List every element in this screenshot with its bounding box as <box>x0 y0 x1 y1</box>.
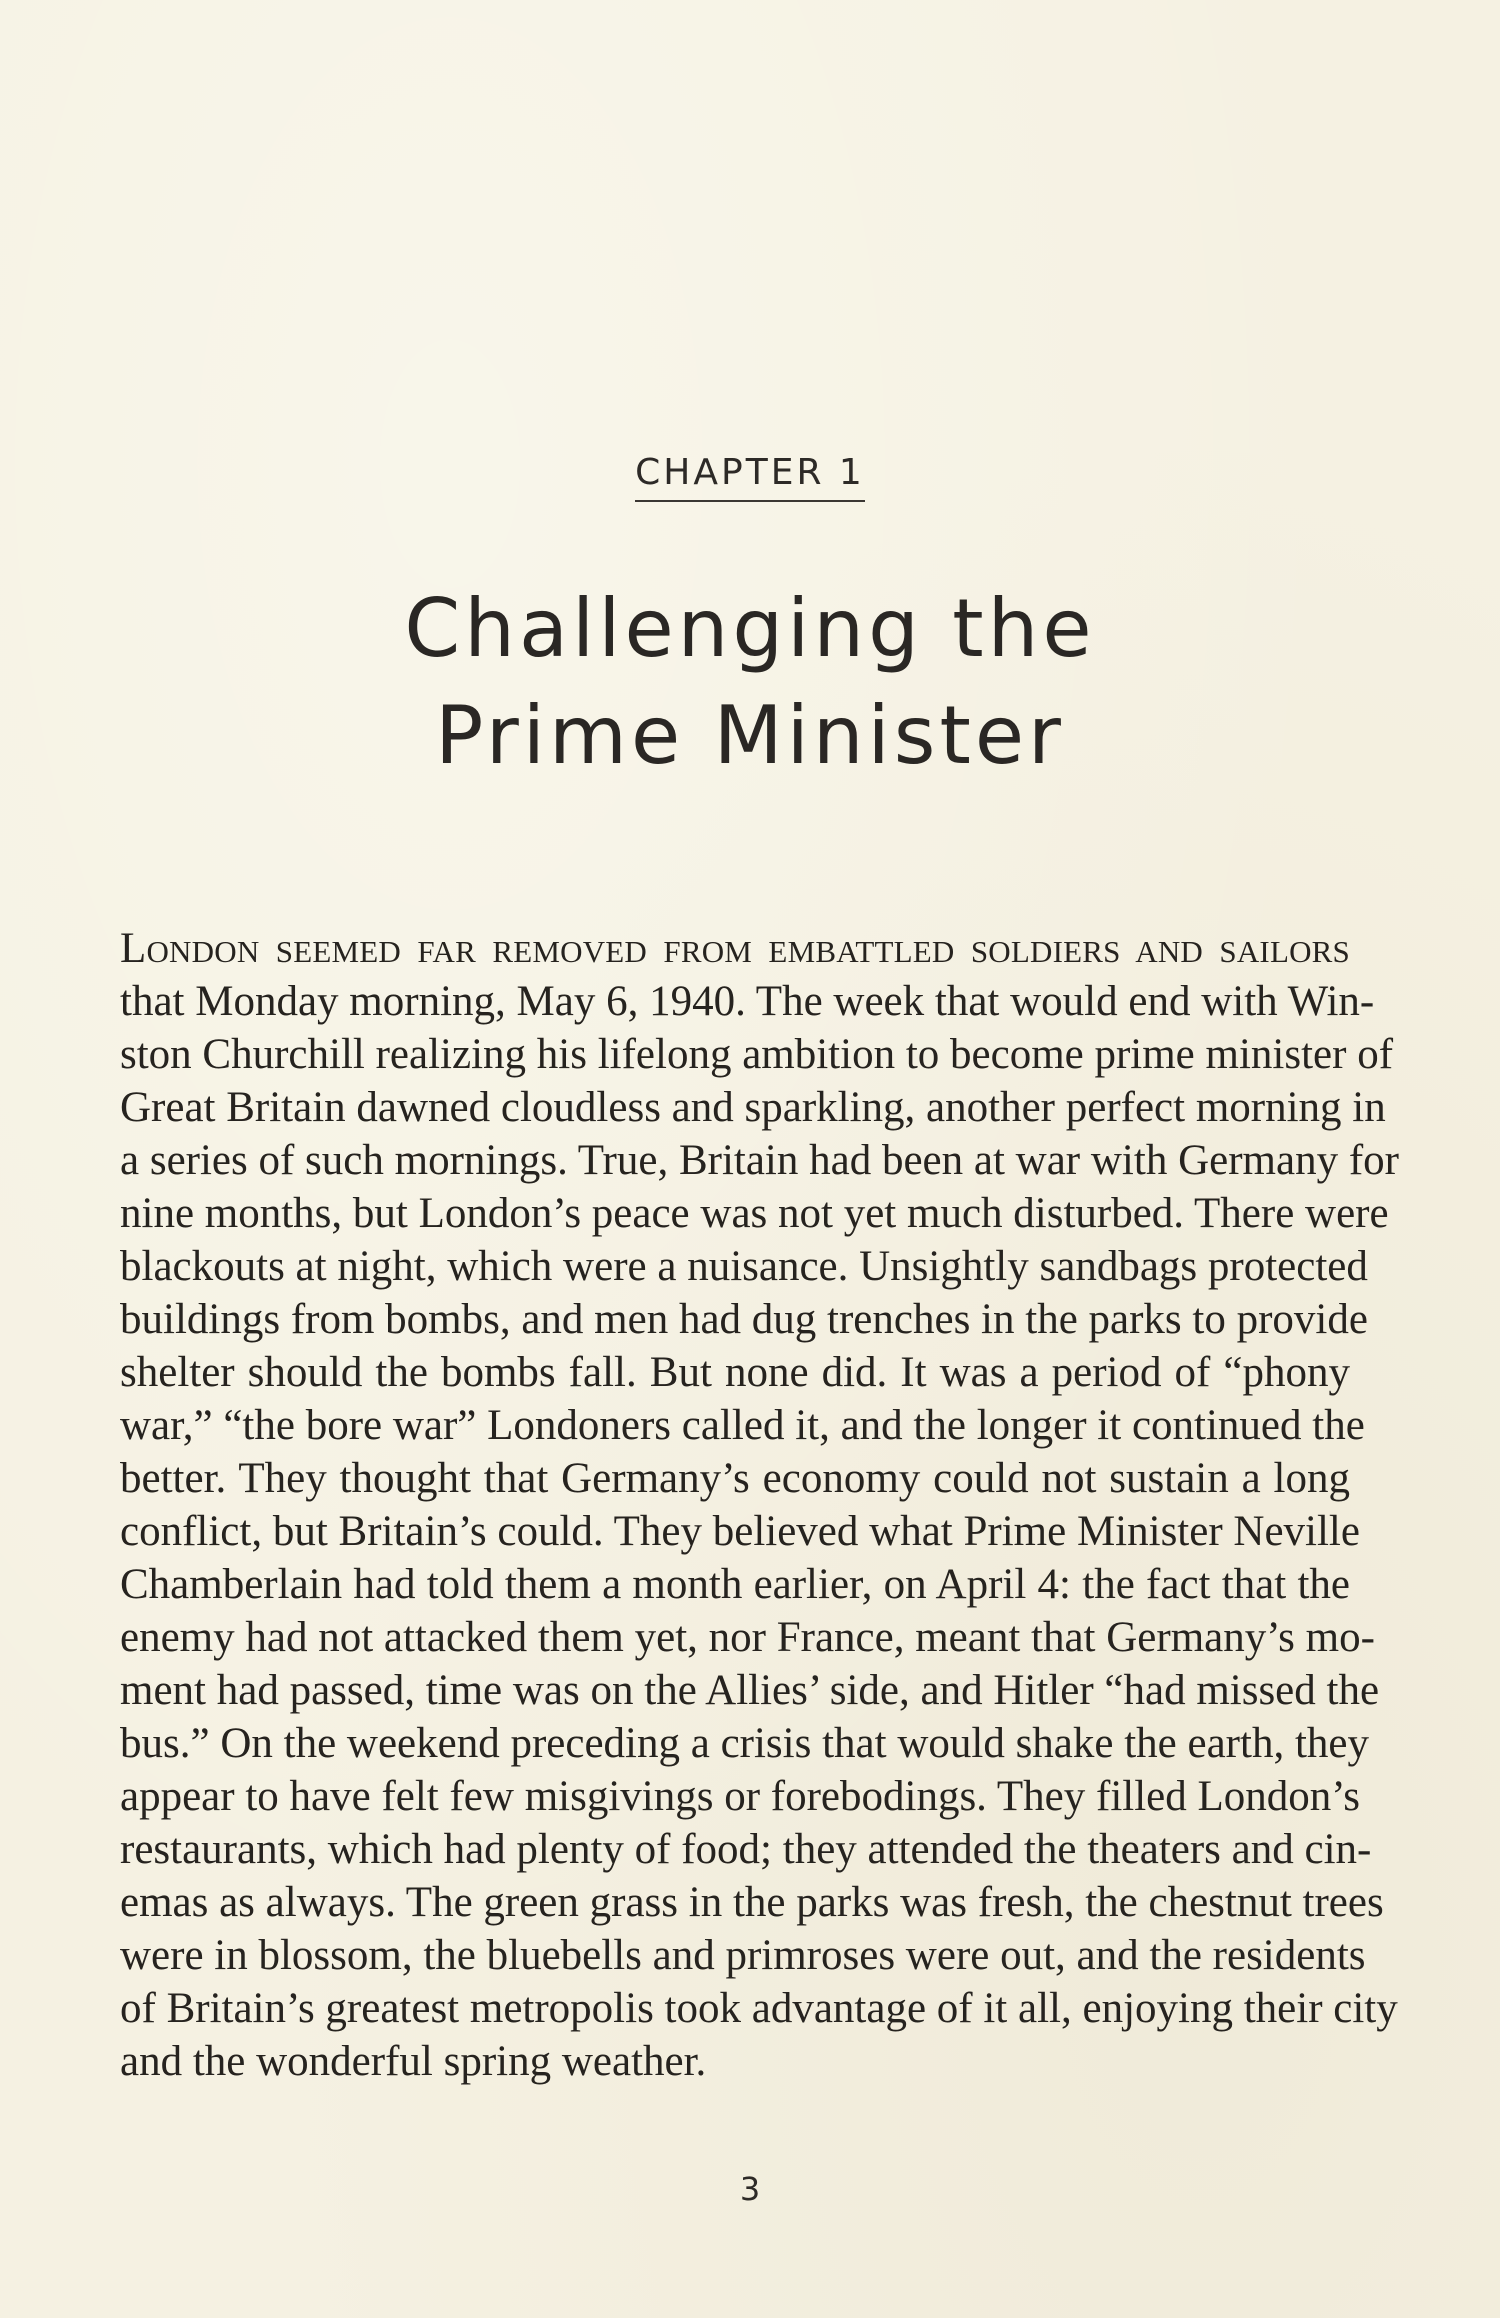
chapter-label-text: CHAPTER 1 <box>635 448 865 502</box>
body-line: buildings from bombs, and men had dug trenches in the parks to provide <box>120 1296 1368 1343</box>
body-line: ment had passed, time was on the Allies’ side, and Hitler “had missed the <box>120 1667 1380 1714</box>
chapter-label <box>0 448 1500 502</box>
body-line: better. They thought that Germany’s economy could not sustain a long <box>120 1455 1350 1502</box>
body-line: a series of such mornings. True, Britain had been at war with Germany for <box>120 1137 1399 1184</box>
chapter-title-line-1: Challenging the <box>404 582 1096 675</box>
body-line: shelter should the bombs fall. But none did. It was a period of “phony <box>120 1349 1350 1396</box>
body-line: nine months, but London’s peace was not yet much disturbed. There were <box>120 1190 1389 1237</box>
body-line-opening <box>120 922 1350 975</box>
body-line: bus.” On the weekend preceding a crisis that would shake the earth, they <box>120 1720 1369 1767</box>
body-line: Great Britain dawned cloudless and sparkling, another perfect morning in <box>120 1084 1386 1131</box>
opening-initial: L <box>120 925 147 972</box>
body-line: were in blossom, the bluebells and primroses were out, and the residents <box>120 1932 1366 1979</box>
body-line: ston Churchill realizing his lifelong ambition to become prime minister of <box>120 1031 1394 1078</box>
body-line: enemy had not attacked them yet, nor France, meant that Germany’s mo- <box>120 1614 1375 1661</box>
body-paragraph <box>120 922 1399 2088</box>
body-line: conflict, but Britain’s could. They believed what Prime Minister Neville <box>120 1508 1360 1555</box>
body-line: war,” “the bore war” Londoners called it, and the longer it continued the <box>120 1402 1365 1449</box>
body-line-last: and the wonderful spring weather. <box>120 2038 707 2085</box>
body-line: that Monday morning, May 6, 1940. The week that would end with Win- <box>120 978 1375 1025</box>
body-line: of Britain’s greatest metropolis took advantage of it all, enjoying their city <box>120 1985 1398 2032</box>
chapter-title-line-2: Prime Minister <box>435 689 1065 782</box>
page-number: 3 <box>739 2170 761 2208</box>
chapter-title <box>0 575 1500 789</box>
body-line: restaurants, which had plenty of food; they attended the theaters and cin- <box>120 1826 1372 1873</box>
body-line: appear to have felt few misgivings or forebodings. They filled London’s <box>120 1773 1360 1820</box>
body-line: blackouts at night, which were a nuisance. Unsightly sandbags protected <box>120 1243 1368 1290</box>
body-line: Chamberlain had told them a month earlier, on April 4: the fact that the <box>120 1561 1350 1608</box>
opening-small-caps: ONDON SEEMED FAR REMOVED FROM EMBATTLED SOLDIERS AND SAILORS <box>146 934 1350 969</box>
body-line: emas as always. The green grass in the parks was fresh, the chestnut trees <box>120 1879 1384 1926</box>
